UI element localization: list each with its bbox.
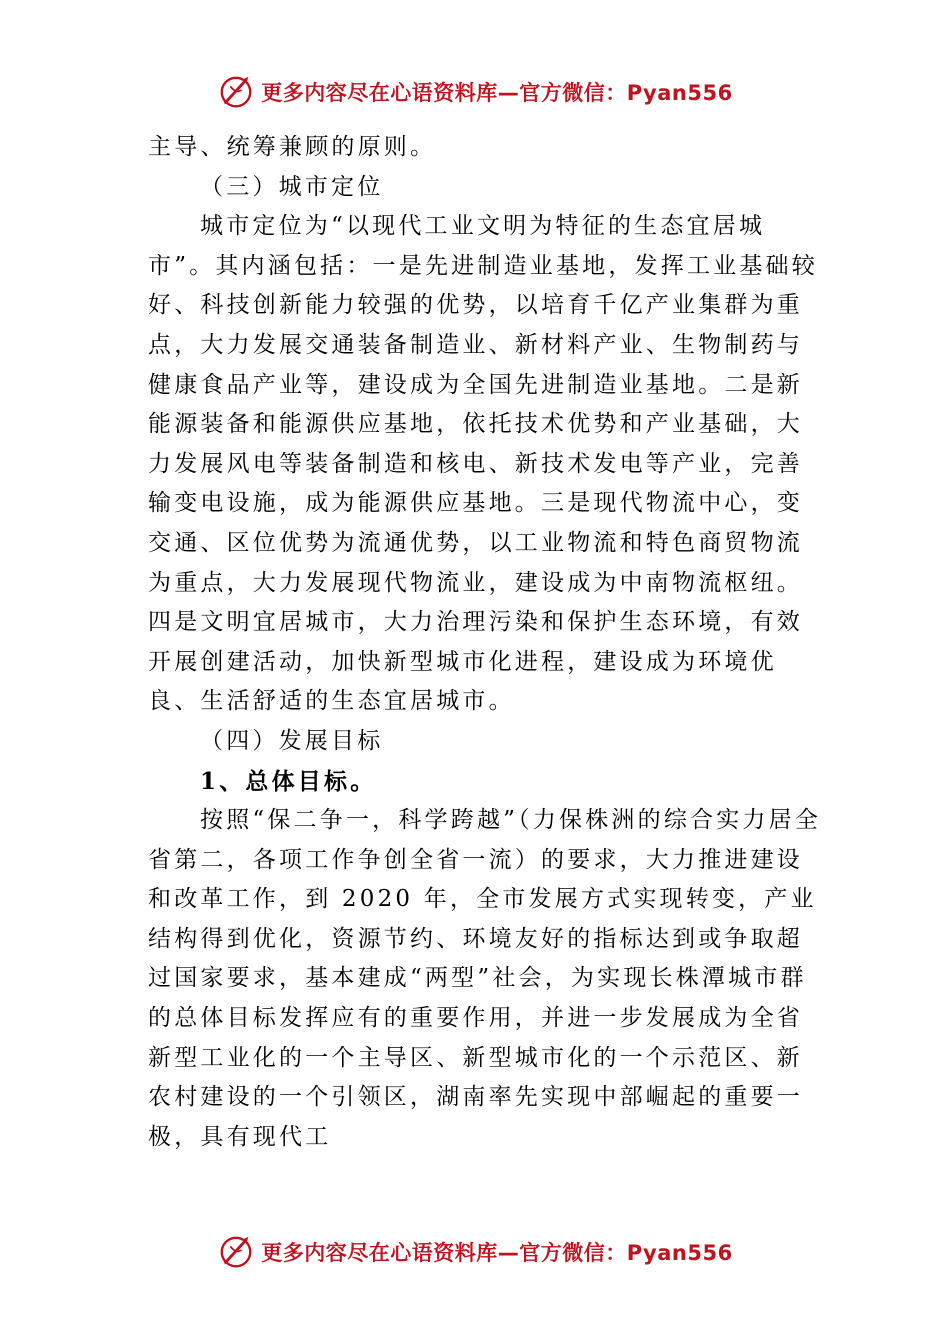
- footer-banner: [0, 1232, 950, 1272]
- pen-circle-icon: [217, 73, 255, 111]
- paragraph-text: 主导、统筹兼顾的原则。: [148, 134, 437, 160]
- header-banner: [0, 72, 950, 112]
- document-body: [148, 128, 828, 1157]
- subsection-heading: 1、总体目标。: [200, 767, 377, 795]
- banner-text: 更多内容尽在心语资料库—官方微信：Pyan556: [261, 1241, 733, 1265]
- paragraph-text: 城市定位为“以现代工业文明为特征的生态宜居城市”。其内涵包括：一是先进制造业基地，发挥工业基础较好、科技创新能力较强的优势，以培育千亿产业集群为重点，大力发展交通装备制造业、新材料产业、生物制药与健康食品产业等，建设成为全国先进制造业基地。二是新能源装备和能源供应基地，依托技术优势和产业基础，大力发展风电等装备制造和核电、新技术发电等产业，完善输变电设施，成为能源供应基地。三是现代物流中心，变交通、区位优势为流通优势，以工业物流和特色商贸物流为重点，大力发展现代物流业，建设成为中南物流枢纽。四是文明宜居城市，大力治理污染和保护生态环境，有效开展创建活动，加快新型城市化进程，建设成为环境优良、生活舒适的生态宜居城市。: [148, 213, 818, 715]
- section-heading: （四）发展目标: [200, 727, 384, 754]
- section-heading: （三）城市定位: [200, 173, 384, 200]
- banner-text: 更多内容尽在心语资料库—官方微信：Pyan556: [261, 81, 733, 105]
- pen-circle-icon: [217, 1233, 255, 1271]
- paragraph-text: 按照“保二争一，科学跨越”（力保株洲的综合实力居全省第二，各项工作争创全省一流）的要求，大力推进建设和改革工作，到 2020 年，全市发展方式实现转变，产业结构得到优化，资源节约、环境友好的指标达到或争取超过国家要求，基本建成“两型”社会，为实现长株潭城市群的总体目标发挥应有的重要作用，并进一步发展成为全省新型工业化的一个主导区、新型城市化的一个示范区、新农村建设的一个引领区，湖南率先实现中部崛起的重要一极，具有现代工: [148, 807, 822, 1150]
